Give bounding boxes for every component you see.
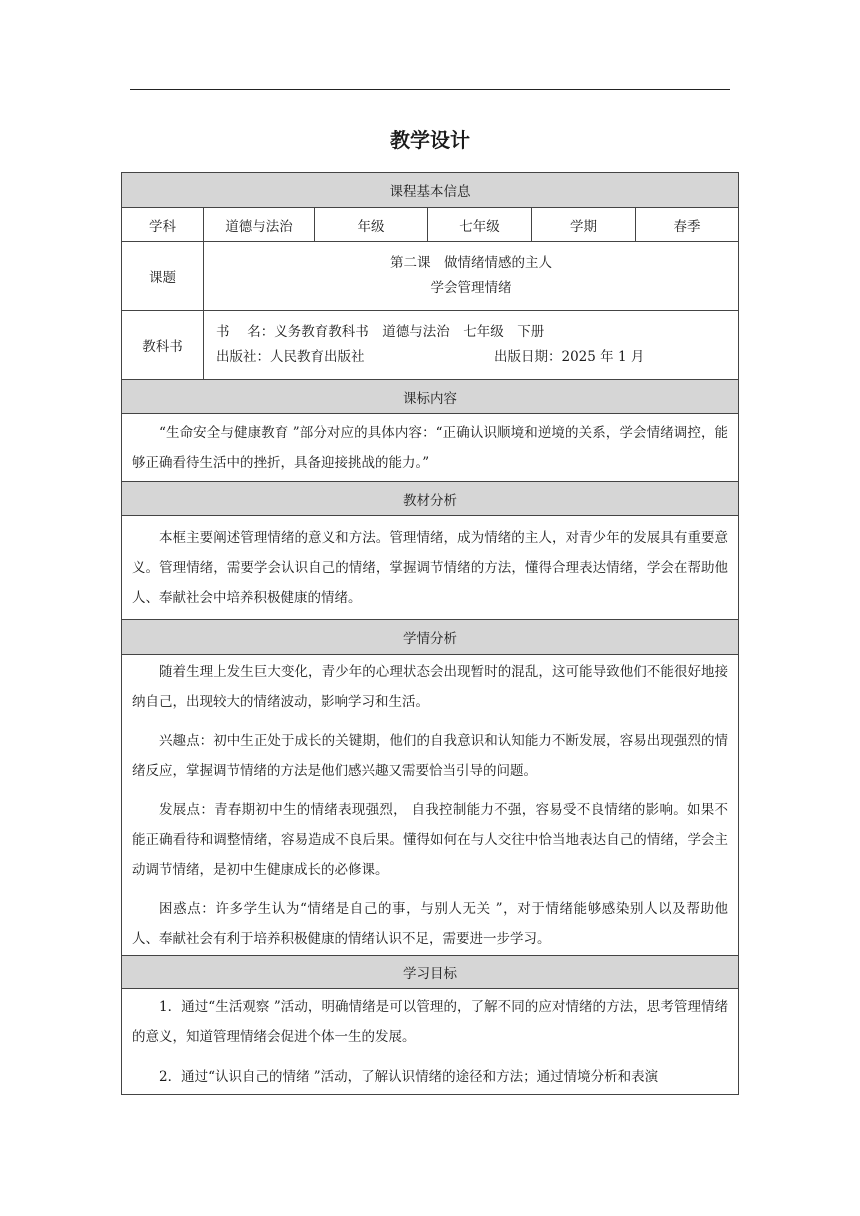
topic-line-1: 第二课 做情绪情感的主人: [390, 255, 553, 271]
material-text: 本框主要阐述管理情绪的意义和方法。管理情绪，成为情绪的主人，对青少年的发展具有重要意义。管理情绪，需要学会认识自己的情绪，掌握调节情绪的方法，懂得合理表达情绪，学会在帮助他人、奉献社会中培养积极健康的情绪。: [132, 529, 729, 606]
subject-label: 学科: [122, 208, 204, 242]
students-header: 学情分析: [122, 620, 739, 655]
goals-content: [122, 989, 739, 1095]
students-content: [122, 655, 739, 956]
students-para-interest: 兴趣点：初中生正处于成长的关键期，他们的自我意识和认知能力不断发展，容易出现强烈的情绪反应，掌握调节情绪的方法是他们感兴趣又需要恰当引导的问题。: [132, 732, 729, 779]
goal-item-1: 1．通过“生活观察 ”活动，明确情绪是可以管理的，了解不同的应对情绪的方法，思考管理情绪的意义，知道管理情绪会促进个体一生的发展。: [132, 999, 729, 1045]
page-title: 教学设计: [390, 128, 470, 152]
standards-content: [122, 414, 739, 482]
topic-value: [204, 242, 739, 311]
material-content: [122, 516, 739, 620]
textbook-value: [204, 311, 739, 380]
header-rule: [130, 89, 730, 90]
topic-label: 课题: [122, 242, 204, 311]
topic-line-2: 学会管理情绪: [430, 280, 512, 296]
term-value: 春季: [636, 208, 739, 242]
students-para-confusion: 困惑点：许多学生认为“情绪是自己的事，与别人无关 ”，对于情绪能够感染别人以及帮助他人、奉献社会有利于培养积极健康的情绪认识不足，需要进一步学习。: [132, 900, 729, 947]
standards-text: “生命安全与健康教育 ”部分对应的具体内容：“正确认识顺境和逆境的关系，学会情绪调控，能够正确看待生活中的挫折，具备迎接挑战的能力。”: [132, 424, 729, 471]
grade-label: 年级: [315, 208, 428, 242]
standards-header: 课标内容: [122, 380, 739, 414]
term-label: 学期: [532, 208, 636, 242]
subject-value: 道德与法治: [204, 208, 315, 242]
lesson-table: [121, 172, 739, 1095]
goals-header: 学习目标: [122, 956, 739, 989]
textbook-line-1: 书 名：义务教育教科书 道德与法治 七年级 下册: [216, 324, 545, 340]
students-para-development: 发展点：青春期初中生的情绪表现强烈， 自我控制能力不强，容易受不良情绪的影响。如果不能正确看待和调整情绪，容易造成不良后果。懂得如何在与人交往中恰当地表达自己的情绪，学会主动调节情绪，是初中生健康成长的必修课。: [132, 801, 729, 878]
publish-date: 出版日期：2025 年 1 月: [494, 349, 645, 365]
students-para-1: 随着生理上发生巨大变化，青少年的心理状态会出现暂时的混乱，这可能导致他们不能很好地接纳自己，出现较大的情绪波动，影响学习和生活。: [132, 663, 729, 710]
grade-value: 七年级: [428, 208, 532, 242]
material-header: 教材分析: [122, 482, 739, 516]
textbook-line-2: [204, 345, 738, 370]
basic-info-header: 课程基本信息: [122, 173, 739, 208]
goal-item-2: 2．通过“认识自己的情绪 ”活动，了解认识情绪的途径和方法；通过情境分析和表演: [159, 1069, 659, 1085]
textbook-label: 教科书: [122, 311, 204, 380]
publisher: 出版社：人民教育出版社: [216, 349, 365, 365]
